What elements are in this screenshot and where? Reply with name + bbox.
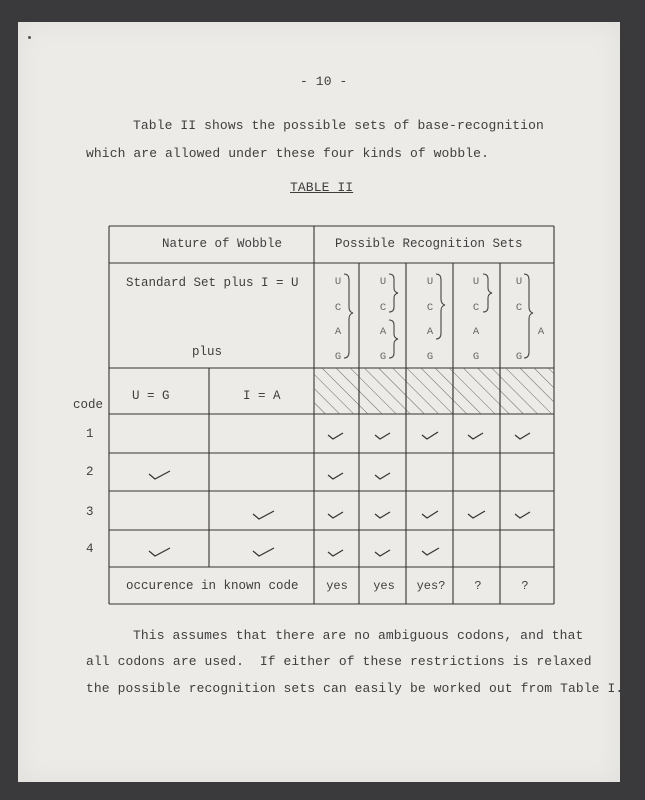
brace-set3: [436, 274, 445, 339]
header-recognition-sets: Possible Recognition Sets: [335, 237, 523, 251]
occurrence-set5: ?: [521, 579, 529, 593]
set4-letter-c: C: [472, 302, 480, 314]
check-r2-s2: [375, 473, 390, 479]
intro-line-2: which are allowed under these four kinds of wobble.: [86, 146, 489, 161]
check-r3-ia: [253, 511, 274, 519]
check-r4-ug: [149, 548, 170, 556]
footer-line-2: all codons are used. If either of these restrictions is relaxed: [86, 654, 592, 669]
code-4: 4: [86, 542, 94, 556]
occurrence-set3: yes?: [416, 579, 446, 593]
check-r4-s3: [422, 548, 439, 555]
header-nature-of-wobble: Nature of Wobble: [162, 237, 283, 251]
brace-set4: [483, 274, 492, 312]
check-r3-s4: [468, 511, 485, 518]
brace-set1: [344, 274, 353, 358]
set5-extra-a: A: [537, 326, 545, 338]
set5-letter-c: C: [515, 302, 523, 314]
check-r3-s2: [375, 512, 390, 518]
col-i-equals-a: I = A: [243, 389, 281, 403]
occurrence-set4: ?: [474, 579, 482, 593]
brace-set2-bottom: [389, 320, 398, 358]
set4-letter-g: G: [472, 351, 480, 363]
check-r3-s5: [515, 512, 530, 518]
check-r2-ug: [149, 471, 170, 479]
table-title: TABLE II: [290, 180, 354, 195]
set4-letter-a: A: [472, 326, 480, 338]
check-r4-ia: [253, 548, 274, 556]
hatched-row: [314, 368, 554, 414]
code-1: 1: [86, 427, 94, 441]
set1-letter-a: A: [334, 326, 342, 338]
set3-letter-g: G: [426, 351, 434, 363]
set1-letter-c: C: [334, 302, 342, 314]
set1-letter-u: U: [334, 276, 342, 288]
col-u-equals-g: U = G: [132, 389, 170, 403]
footer-line-1: This assumes that there are no ambiguous codons, and that: [133, 628, 584, 643]
set4-letter-u: U: [472, 276, 480, 288]
code-label: code: [73, 398, 104, 412]
check-r1-s3: [422, 432, 438, 439]
set5-letter-u: U: [515, 276, 523, 288]
set2-letter-u: U: [379, 276, 387, 288]
brace-set2-top: [389, 274, 398, 312]
set2-letter-g: G: [379, 351, 387, 363]
set3-letter-c: C: [426, 302, 434, 314]
page-number: - 10 -: [300, 74, 348, 89]
check-r1-s1: [328, 433, 343, 439]
check-r1-s5: [515, 433, 530, 439]
check-r1-s4: [468, 433, 483, 439]
check-r3-s3: [422, 511, 438, 518]
set2-letter-c: C: [379, 302, 387, 314]
set3-letter-u: U: [426, 276, 434, 288]
code-2: 2: [86, 465, 94, 479]
check-r1-s2: [375, 433, 390, 439]
standard-set-label: Standard Set plus I = U: [126, 276, 299, 290]
footer-line-3: the possible recognition sets can easily be worked out from Table I.: [86, 681, 624, 696]
occurrence-set1: yes: [326, 579, 348, 593]
occurrence-set2: yes: [373, 579, 395, 593]
set1-letter-g: G: [334, 351, 342, 363]
occurrence-label: occurence in known code: [126, 579, 299, 593]
check-r3-s1: [328, 512, 343, 518]
plus-label: plus: [192, 345, 223, 359]
set3-letter-a: A: [426, 326, 434, 338]
code-3: 3: [86, 505, 94, 519]
check-r4-s2: [375, 550, 390, 556]
set5-letter-g: G: [515, 351, 523, 363]
brace-set5: [524, 274, 533, 358]
intro-line-1: Table II shows the possible sets of base-recognition: [133, 118, 544, 133]
check-r4-s1: [328, 550, 343, 556]
set2-letter-a: A: [379, 326, 387, 338]
document-page: [18, 22, 624, 782]
check-r2-s1: [328, 473, 343, 479]
